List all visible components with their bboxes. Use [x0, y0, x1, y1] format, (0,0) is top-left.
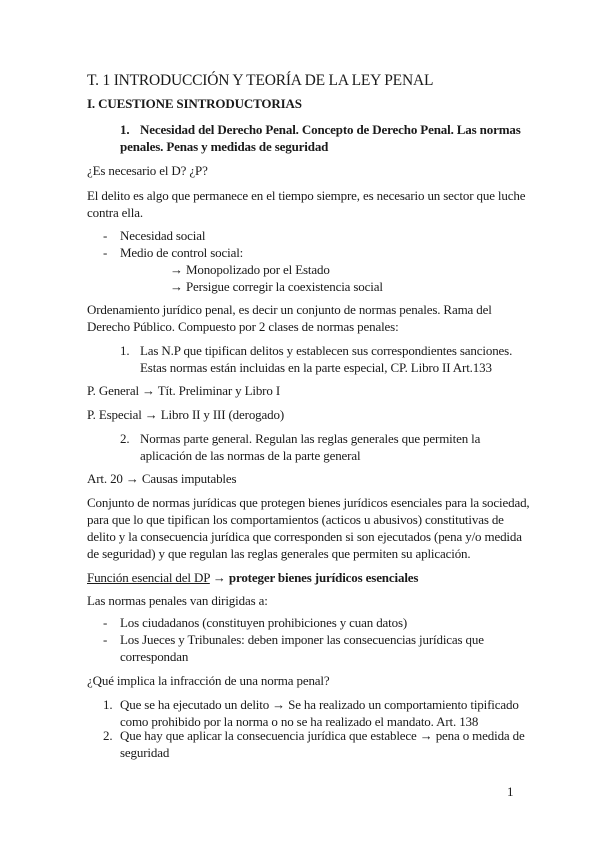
- list-number: 2.: [103, 728, 113, 743]
- list-item-line1: Que se ha ejecutado un delito → Se ha realizado un comportamiento tipificado: [120, 697, 519, 712]
- art-20-line: Art. 20 → Causas imputables: [87, 471, 237, 486]
- funcion-bold: proteger bienes jurídicos esenciales: [228, 570, 419, 585]
- funcion-arrow: →: [209, 570, 229, 585]
- list-item-line2: como prohibido por la norma o no se ha realizado el mandato. Art. 138: [120, 714, 479, 729]
- paragraph-2-line1: Ordenamiento jurídico penal, es decir un conjunto de normas penales. Rama del: [87, 302, 492, 317]
- bullet-item-cont: correspondan: [120, 649, 189, 664]
- list-item-line1: Que hay que aplicar la consecuencia jurídica que establece → pena o medida de: [120, 728, 525, 743]
- section-heading: I. CUESTIONE SINTRODUCTORIAS: [87, 96, 302, 111]
- subsection-heading-line2: penales. Penas y medidas de seguridad: [120, 139, 329, 154]
- list-number: 2.: [120, 431, 130, 446]
- bullet-dash: -: [103, 615, 108, 630]
- paragraph-1-line2: contra ella.: [87, 205, 143, 220]
- arrow-item: → Persigue corregir la coexistencia social: [170, 279, 383, 294]
- paragraph-1-line1: El delito es algo que permanece en el tiempo siempre, es necesario un sector que luche: [87, 188, 526, 203]
- bullet-dash: -: [103, 245, 108, 260]
- question-2: ¿Qué implica la infracción de una norma penal?: [87, 673, 330, 688]
- parte-especial-line: P. Especial → Libro II y III (derogado): [87, 407, 285, 422]
- bullet-dash: -: [103, 228, 108, 243]
- paragraph-3-line4: de seguridad) y que regulan las reglas generales que permiten su aplicación.: [87, 546, 471, 561]
- dirigidas-line: Las normas penales van dirigidas a:: [87, 593, 268, 608]
- paragraph-2-line2: Derecho Público. Compuesto por 2 clases de normas penales:: [87, 319, 399, 334]
- bullet-item: Medio de control social:: [120, 245, 244, 260]
- funcion-esencial-line: [87, 570, 418, 586]
- bullet-item: Necesidad social: [120, 228, 206, 243]
- list-item-line1: Las N.P que tipifican delitos y establecen sus correspondientes sanciones.: [140, 343, 513, 358]
- list-number: 1.: [103, 697, 113, 712]
- paragraph-3-line3: delito y la consecuencia jurídica que corresponden si son ejecutados (pena y/o medida: [87, 529, 522, 544]
- parte-general-line: P. General → Tít. Preliminar y Libro I: [87, 383, 280, 398]
- subsection-heading-line1: Necesidad del Derecho Penal. Concepto de Derecho Penal. Las normas: [140, 122, 521, 137]
- list-item-line1: Normas parte general. Regulan las reglas generales que permiten la: [140, 431, 481, 446]
- bullet-item: Los Jueces y Tribunales: deben imponer las consecuencias jurídicas que: [120, 632, 484, 647]
- page-number: 1: [507, 784, 514, 799]
- list-item-line2: seguridad: [120, 745, 170, 760]
- paragraph-3-line2: para que lo que tipifican los comportamientos (acticos u abusivos) constitutivas de: [87, 512, 504, 527]
- list-number: 1.: [120, 343, 130, 358]
- list-item-line2: aplicación de las normas de la parte general: [140, 448, 361, 463]
- question-1: ¿Es necesario el D? ¿P?: [87, 163, 208, 178]
- paragraph-3-line1: Conjunto de normas jurídicas que protegen bienes jurídicos esenciales para la sociedad,: [87, 495, 530, 510]
- arrow-item: → Monopolizado por el Estado: [170, 262, 330, 277]
- funcion-label: Función esencial del DP: [87, 570, 210, 585]
- list-item-line2: Estas normas están incluidas en la parte especial, CP. Libro II Art.133: [140, 360, 492, 375]
- bullet-item: Los ciudadanos (constituyen prohibiciones y cuan datos): [120, 615, 408, 630]
- document-title: T. 1 INTRODUCCIÓN Y TEORÍA DE LA LEY PENAL: [87, 72, 434, 89]
- bullet-dash: -: [103, 632, 108, 647]
- subsection-number: 1.: [120, 122, 130, 137]
